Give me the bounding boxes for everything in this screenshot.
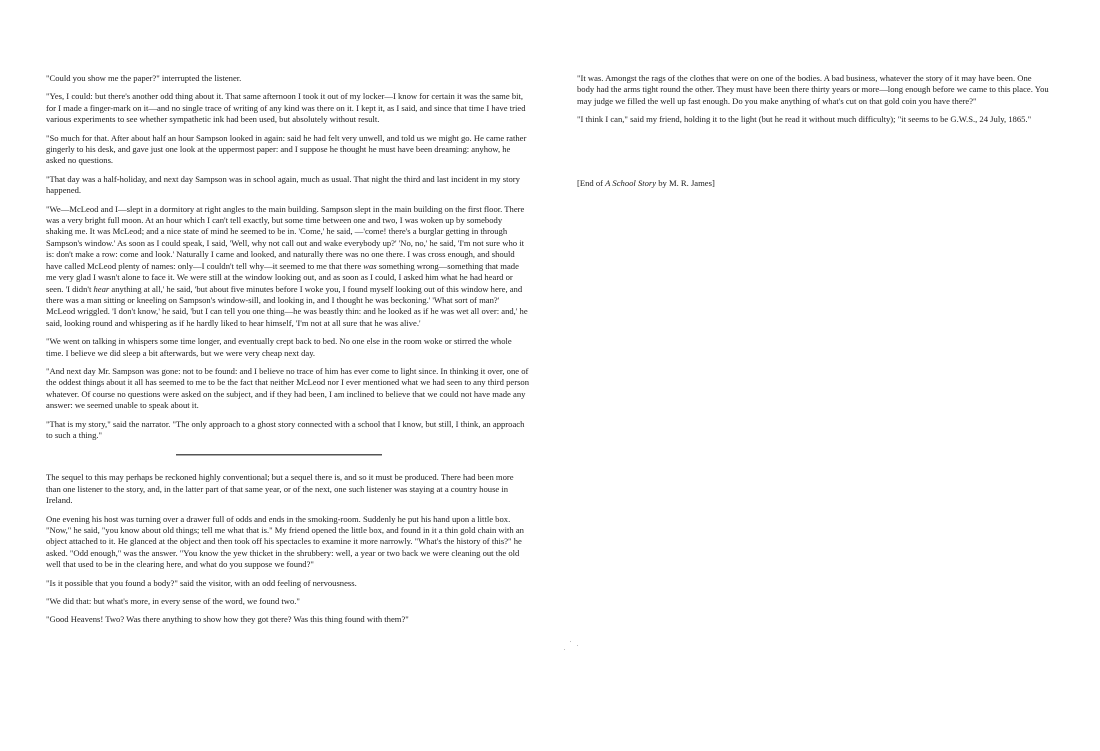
paragraph: The sequel to this may perhaps be reckoned highly conventional; but a sequel there is, and so it must be produced. There had been more than one listener to the story, and, in the latter part of that same year, or of the next, one such listener was staying at a country house in Ireland.: [46, 472, 514, 506]
paragraph: "I think I can," said my friend, holding it to the light (but he read it without much difficulty); "it seems to be G.W.S., 24 July, 1865.": [577, 114, 1032, 125]
paragraph: "Is it possible that you found a body?" said the visitor, with an odd feeling of nervousness.: [46, 577, 357, 588]
paragraph: "Yes, I could: but there's another odd thing about it. That same afternoon I took it out of my locker—I know for certain it was the same bit, for I made a finger-mark on it—and no single trace of writing of any kind was there on it. I kept it, as I said, and since that time I have tried various experiments to see whether sympathetic ink had been used, but absolutely without result.: [46, 91, 526, 125]
paragraph: "So much for that. After about half an hour Sampson looked in again: said he had felt very unwell, and told us we might go. He came rather gingerly to his desk, and gave just one look at the uppermost paper: and I suppose he thought he must have been dreaming: anyhow, he asked no questions.: [46, 132, 527, 166]
paragraph: "Good Heavens! Two? Was there anything to show how they got there? Was this thing found with them?": [46, 614, 409, 625]
end-note-suffix: by M. R. James]: [656, 177, 715, 188]
right-page-text: [577, 73, 1050, 196]
text-run: "We—McLeod and I—slept in a dormitory at right angles to the main building. Sampson slept in the main building on the first floor. There was a very bright full moon. At an hour which I can't tell exactly, but some time between one and two, I was woken up by somebody shaking me. It was McLeod; and a nice state of mind he seemed to be in. 'Come,' he said, —'come! there's a burglar getting in through Sampson's window.' As soon as I could speak, I said, 'Well, why not call out and wake everybody up?' 'No, no,' he said, 'I'm not sure who it is: don't make a row: come and look.' Naturally I came and looked, and naturally there was no one there. I was cross enough, and should have called McLeod plenty of names: only—I couldn't tell why—it seemed to me that there: [46, 203, 525, 271]
paragraph: "That day was a half-holiday, and next day Sampson was in school again, much as usual. That night the third and last incident in my story happened.: [46, 173, 520, 196]
text-run: something wrong—something that made me very glad I wasn't alone to face it. We were still at the window looking out, and as soon as I could, I asked him what he had heard or seen. 'I didn't: [46, 260, 519, 294]
italic-was: was: [363, 260, 377, 271]
paragraph: "That is my story," said the narrator. "The only approach to a ghost story connected with a school that I know, but still, I think, an approach to such a thing.": [46, 418, 525, 440]
left-page-text: [46, 73, 530, 633]
scan-speck: [570, 641, 571, 642]
paragraph: "And next day Mr. Sampson was gone: not to be found: and I believe no trace of him has ever come to light since. In thinking it over, one of the oddest things about it all has seemed to me to be the fact that neither McLeod nor I ever mentioned what we had seen to any third person whatever. Of course no questions were asked on the subject, and if they had been, I am inclined to believe that we could not have made any answer: we seemed unable to speak about it.: [46, 365, 530, 411]
paragraph: "Could you show me the paper?" interrupted the listener.: [46, 73, 242, 83]
text-run: anything at all,' he said, 'but about five minutes before I woke you, I found myself looking out of this window here, and there was a man sitting or kneeling on Sampson's window-sill, and looking in, and I thought he was beckoning.' 'What sort of man?' McLeod wriggled. 'I don't know,' he said, 'but I can tell you one thing—he was beastly thin: and he looked as if he was wet all over: and,' he said, looking round and whispering as if he hardly liked to hear himself, 'I'm not at all sure that he was alive.': [46, 283, 528, 328]
paragraph: "We went on talking in whispers some time longer, and eventually crept back to bed. No one else in the room woke or stirred the whole time. I believe we did sleep a bit afterwards, but we were very cheap next day.: [46, 336, 512, 358]
section-divider: [176, 454, 382, 456]
right-page: [550, 0, 1100, 751]
scan-speck: [577, 645, 578, 646]
paragraph-dormitory: [46, 204, 530, 329]
scan-speck: [564, 649, 565, 650]
end-note-prefix: [End of: [577, 177, 606, 188]
end-note-title: A School Story: [605, 177, 657, 188]
paragraph: "It was. Amongst the rags of the clothes that were on one of the bodies. A bad business, whatever the story of it may have been. One body had the arms tight round the other. They must have been there thirty years or more—long enough before we came to this place. You may judge we filled the well up fast enough. Do you make anything of what's cut on that gold coin you have there?": [577, 73, 1049, 106]
paragraph: "We did that: but what's more, in every sense of the word, we found two.": [46, 596, 300, 607]
paragraph: One evening his host was turning over a drawer full of odds and ends in the smoking-room. Suddenly he put his hand upon a little box. "Now," he said, "you know about old things; tell me what that is." My friend opened the little box, and found in it a thin gold chain with an object attached to it. He glanced at the object and then took off his spectacles to examine it more narrowly. "What's the history of this?" he asked. "Odd enough," was the answer. "You know the yew thicket in the shrubbery: well, a year or two back we were cleaning out the old well that used to be in the clearing here, and what do you suppose we found?": [46, 513, 524, 570]
italic-hear: hear: [93, 283, 110, 294]
end-note: [577, 178, 1050, 189]
